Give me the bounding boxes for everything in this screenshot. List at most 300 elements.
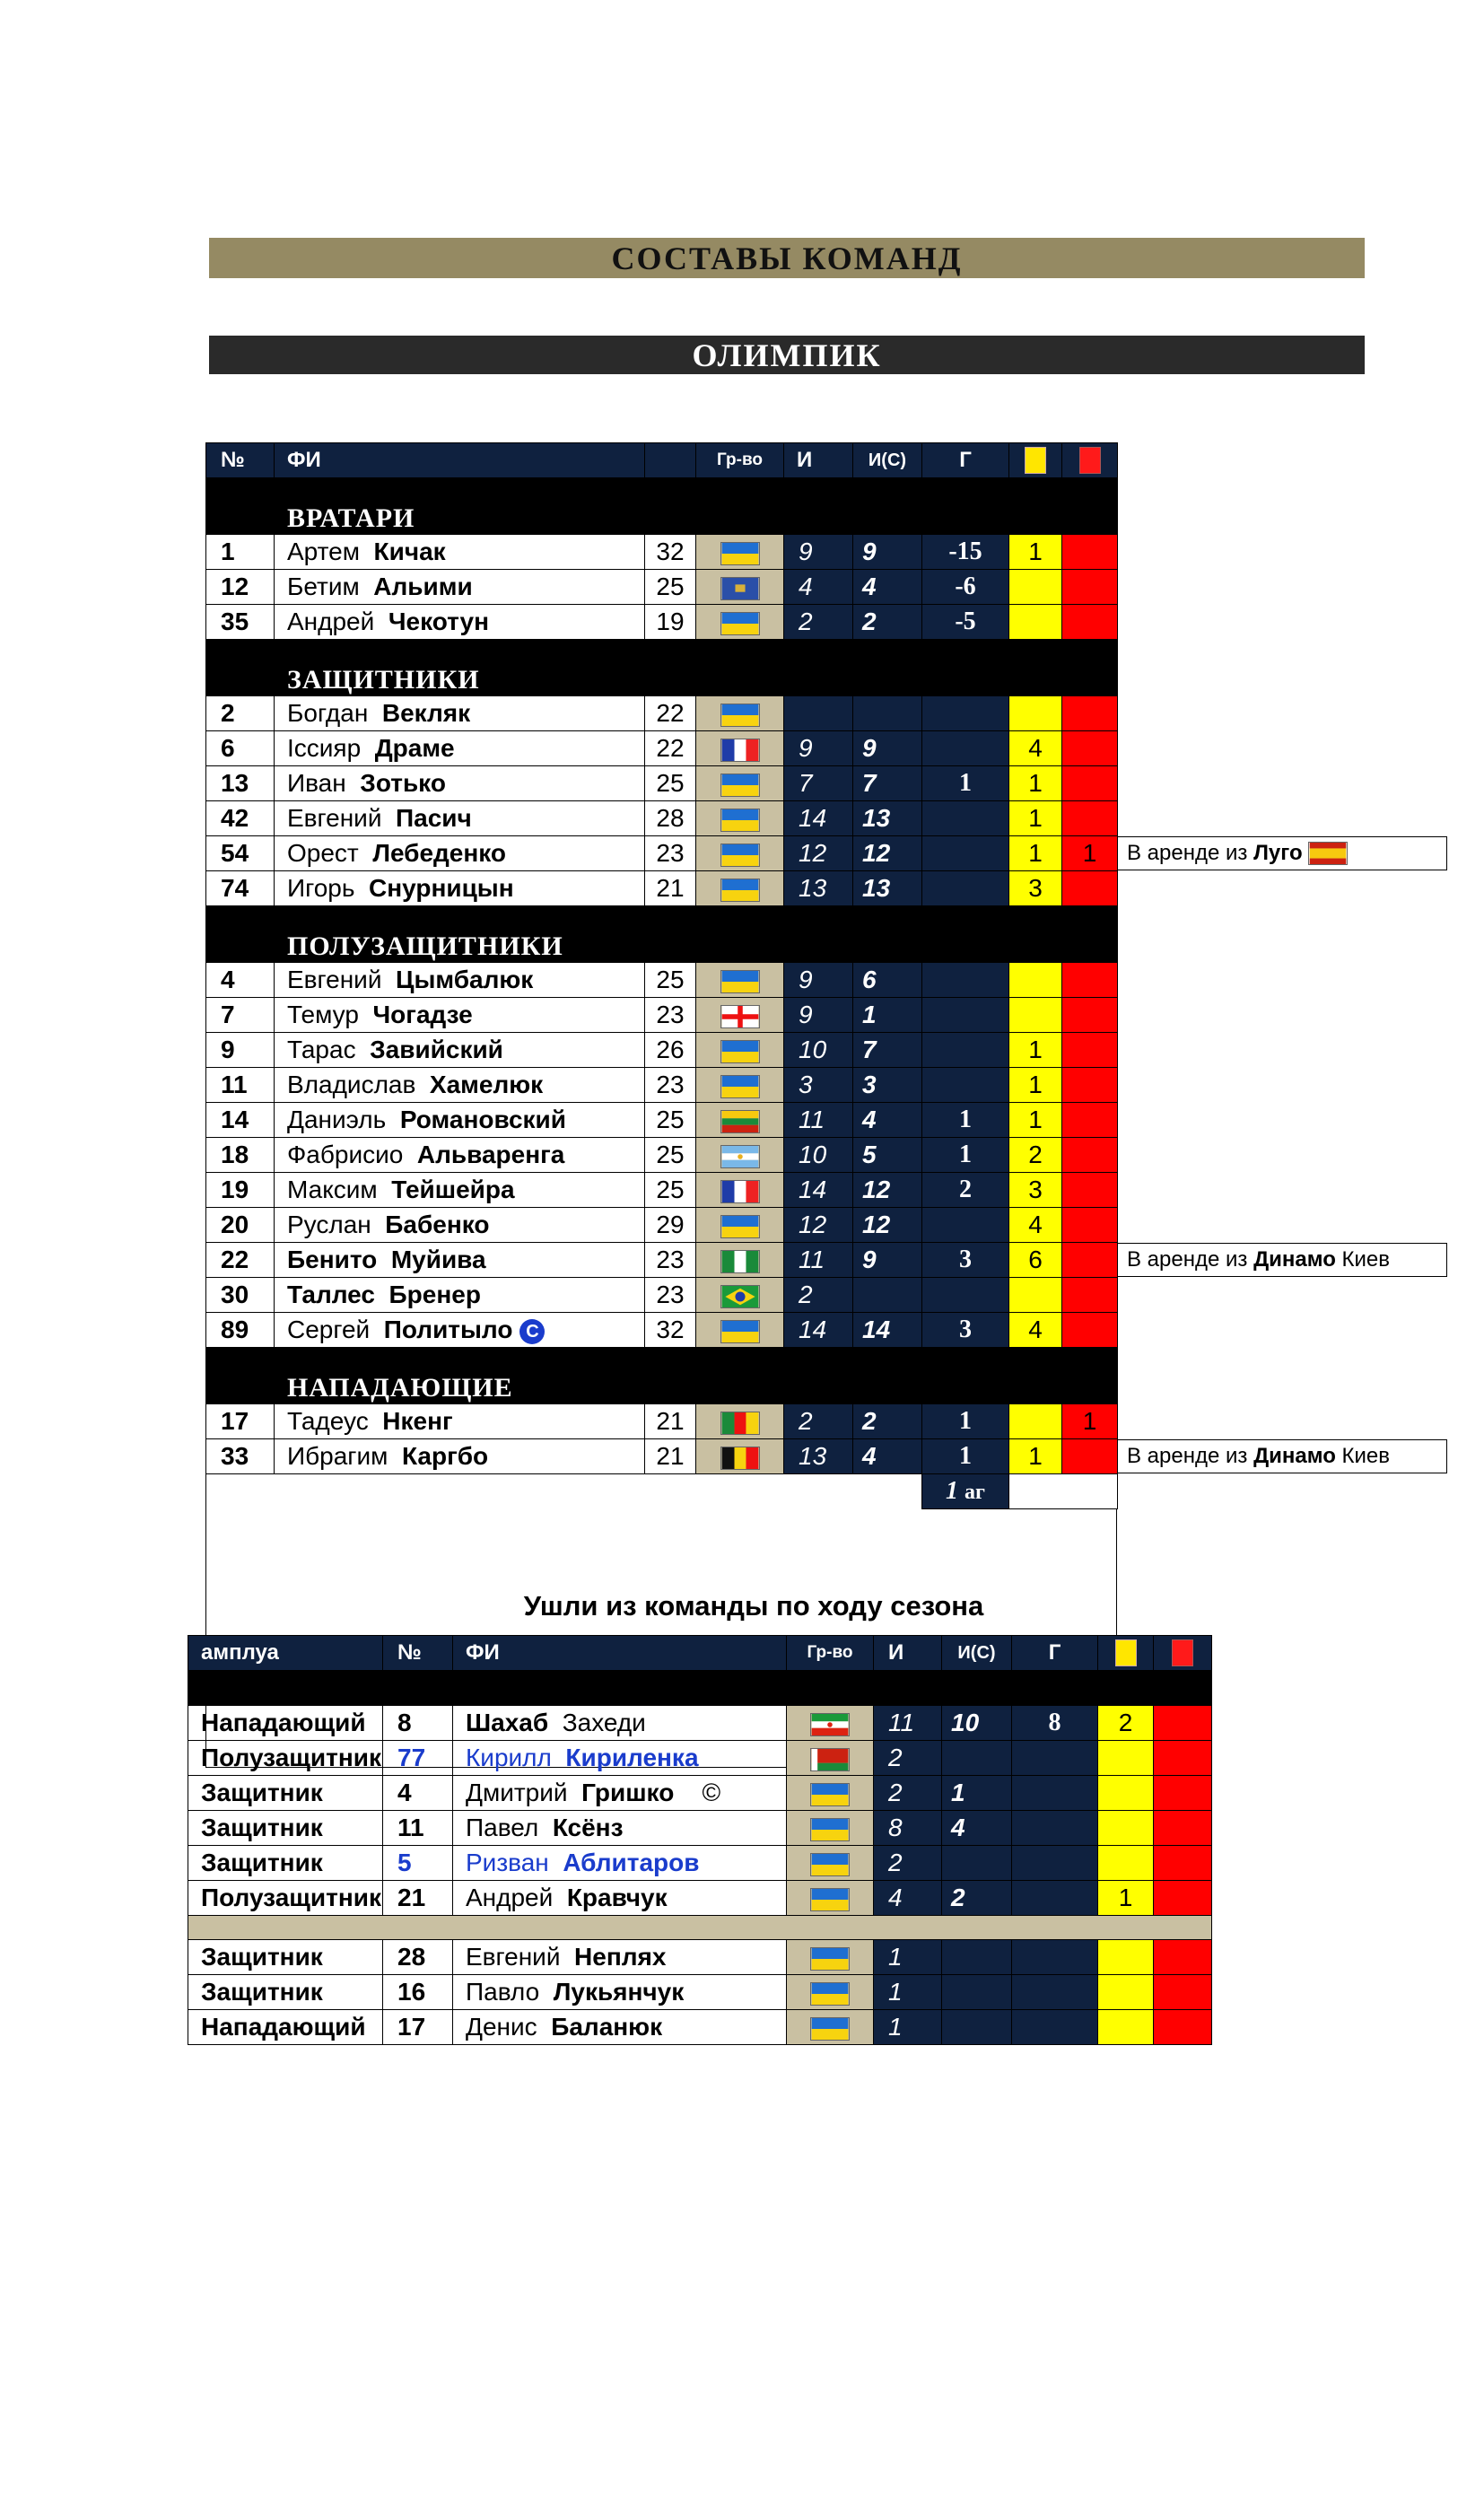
player-age: 26 [645,1033,696,1068]
games-played: 8 [874,1811,942,1846]
games-played: 2 [874,1741,942,1776]
yellow-card-icon [1115,1639,1137,1666]
yellow-cards: 3 [1009,1173,1062,1208]
games-played: 9 [784,731,853,766]
own-goal-label: аг [965,1481,985,1504]
player-country [696,963,784,998]
player-age: 19 [645,605,696,640]
section-cell [853,1348,922,1404]
col-goals-header: Г [1012,1636,1098,1671]
player-last-name: Нкенг [382,1407,453,1435]
ukraine-flag-icon [720,1040,760,1063]
yellow-cards: 1 [1009,836,1062,871]
yellow-cards: 1 [1009,1068,1062,1103]
player-name [453,1881,787,1916]
player-role: Защитник [188,1811,383,1846]
ukraine-flag-icon [810,1783,850,1806]
player-country [696,1033,784,1068]
section-cell [784,1348,853,1404]
player-last-name: Кириленка [565,1744,699,1771]
player-number: 9 [206,1033,275,1068]
games-started: 9 [853,1243,922,1278]
yellow-cards: 2 [1009,1138,1062,1173]
goals [922,1068,1009,1103]
player-row [206,1313,1118,1348]
goals [1012,1975,1098,2010]
player-country [696,1278,784,1313]
player-last-name: Векляк [381,699,471,727]
player-age: 25 [645,1103,696,1138]
red-cards [1062,1103,1118,1138]
player-last-name: Снурницын [369,874,514,902]
left-player-row [188,1741,1212,1776]
cameroon-flag-icon [720,1412,760,1435]
loan-club: Динамо [1253,1246,1336,1272]
red-cards [1062,998,1118,1033]
player-role: Нападающий [188,1706,383,1741]
section-cell [645,478,696,535]
player-name [275,1033,645,1068]
games-played: 11 [784,1243,853,1278]
section-cell [853,640,922,696]
red-cards [1154,1776,1212,1811]
section-cell [696,640,784,696]
games-started: 1 [942,1776,1012,1811]
left-player-row [188,2010,1212,2045]
loan-note-prefix: В аренде из [1127,1443,1254,1468]
player-number: 17 [383,2010,453,2045]
section-cell [1009,640,1062,696]
player-first-name: Евгений [466,1943,561,1971]
goals [922,731,1009,766]
player-number: 33 [206,1439,275,1474]
goals: 1 [922,1439,1009,1474]
red-cards [1062,535,1118,570]
yellow-cards [1098,1846,1154,1881]
col-games-start-header: И(С) [853,443,922,478]
games-started: 4 [853,1103,922,1138]
yellow-cards [1009,570,1062,605]
player-row [206,570,1118,605]
games-played: 14 [784,801,853,836]
red-cards [1154,1881,1212,1916]
section-cell [853,906,922,963]
red-cards [1062,731,1118,766]
player-last-name: Муйива [390,1246,486,1273]
col-country-header: Гр-во [787,1636,874,1671]
player-row [206,1173,1118,1208]
col-games-header: И [784,443,853,478]
games-started: 12 [853,1173,922,1208]
player-last-name: Гришко [581,1779,675,1806]
games-played: 7 [784,766,853,801]
section-cell [784,478,853,535]
player-country [787,1706,874,1741]
player-first-name: Евгений [287,966,382,993]
brazil-flag-icon [720,1285,760,1308]
yellow-cards [1009,998,1062,1033]
goals: 1 [922,766,1009,801]
player-role: Защитник [188,1846,383,1881]
left-player-row [188,1940,1212,1975]
games-played: 3 [784,1068,853,1103]
red-cards [1154,1975,1212,2010]
left-player-row [188,1975,1212,2010]
games-played: 2 [874,1846,942,1881]
games-started: 1 [853,998,922,1033]
games-started [853,1278,922,1313]
own-goals [922,1474,1009,1509]
games-played: 4 [874,1881,942,1916]
player-country [696,1439,784,1474]
red-card-icon [1172,1639,1193,1666]
player-first-name: Иван [287,769,346,797]
player-number: 8 [383,1706,453,1741]
games-played: 4 [784,570,853,605]
team-name: ОЛИМПИК [692,337,882,373]
player-name [275,1103,645,1138]
player-last-name: Лебеденко [372,839,507,867]
belgium-flag-icon [720,1447,760,1470]
yellow-cards [1098,1776,1154,1811]
goals: -6 [922,570,1009,605]
player-country [696,605,784,640]
games-played: 12 [784,836,853,871]
player-name [275,1173,645,1208]
section-cell [922,478,1009,535]
section-row [206,478,1118,535]
player-number: 35 [206,605,275,640]
goals [1012,1846,1098,1881]
player-last-name: Бабенко [385,1211,490,1238]
goals [922,1033,1009,1068]
left-table-header [188,1636,1212,1671]
games-played: 2 [874,1776,942,1811]
player-row [206,1278,1118,1313]
games-played: 1 [874,1940,942,1975]
section-cell [922,640,1009,696]
player-first-name: Максим [287,1176,378,1203]
player-role: Полузащитник [188,1881,383,1916]
games-started: 13 [853,871,922,906]
player-row [206,1033,1118,1068]
player-country [696,801,784,836]
section-cell [645,906,696,963]
section-title: НАПАДАЮЩИЕ [275,1348,645,1404]
player-first-name: Даниэль [287,1106,387,1133]
games-started: 7 [853,1033,922,1068]
col-name-header: ФИ [453,1636,787,1671]
col-games-header: И [874,1636,942,1671]
games-started: 10 [942,1706,1012,1741]
player-number: 11 [383,1811,453,1846]
player-number: 30 [206,1278,275,1313]
player-first-name: Игорь [287,874,355,902]
player-row [206,696,1118,731]
games-played: 9 [784,535,853,570]
ukraine-flag-icon [810,2017,850,2041]
section-cell [1009,1348,1062,1404]
ukraine-flag-icon [720,612,760,635]
games-started: 2 [853,605,922,640]
games-started: 9 [853,731,922,766]
red-cards [1154,1741,1212,1776]
goals [1012,1881,1098,1916]
player-number: 22 [206,1243,275,1278]
player-first-name: Павло [466,1978,540,2006]
player-number: 4 [206,963,275,998]
games-started: 12 [853,1208,922,1243]
player-row [206,605,1118,640]
section-title: ВРАТАРИ [275,478,645,535]
section-cell [1009,906,1062,963]
player-row [206,1068,1118,1103]
goals: 1 [922,1404,1009,1439]
player-last-name: Ксёнз [552,1814,624,1841]
player-country [696,1103,784,1138]
player-number: 11 [206,1068,275,1103]
games-started: 9 [853,535,922,570]
player-age: 23 [645,1278,696,1313]
loan-note-suffix: Киев [1335,1443,1391,1468]
player-row [206,1138,1118,1173]
ukraine-flag-icon [720,1215,760,1238]
team-banner [209,336,1365,374]
left-players-title: Ушли из команды по ходу сезона [523,1590,984,1622]
goals [1012,1940,1098,1975]
ukraine-flag-icon [720,704,760,727]
player-number: 6 [206,731,275,766]
georgia-flag-icon [720,1005,760,1028]
player-number: 42 [206,801,275,836]
col-games-start-header: И(С) [942,1636,1012,1671]
player-country [787,1881,874,1916]
player-row [206,836,1118,871]
red-cards [1154,1811,1212,1846]
yellow-cards: 1 [1098,1881,1154,1916]
col-num-header: № [206,443,275,478]
player-country [787,1741,874,1776]
section-cell [922,1348,1009,1404]
games-played: 12 [784,1208,853,1243]
player-name [275,1208,645,1243]
player-number: 12 [206,570,275,605]
red-cards [1062,1138,1118,1173]
player-first-name: Таллес [287,1281,375,1308]
player-country [696,836,784,871]
section-cell [1062,1348,1118,1404]
loan-note [1117,836,1447,870]
yellow-cards: 1 [1009,801,1062,836]
lithuania-flag-icon [720,1110,760,1133]
yellow-cards: 4 [1009,1313,1062,1348]
games-started [942,1975,1012,2010]
player-country [787,1776,874,1811]
player-age: 21 [645,1404,696,1439]
ukraine-flag-icon [720,879,760,902]
goals: 3 [922,1313,1009,1348]
section-title: ПОЛУЗАЩИТНИКИ [275,906,645,963]
section-cell [853,478,922,535]
ukraine-flag-icon [720,844,760,867]
goals [922,836,1009,871]
player-number: 74 [206,871,275,906]
player-last-name: Альими [373,573,473,600]
player-age: 21 [645,871,696,906]
section-cell [645,640,696,696]
player-row [206,1208,1118,1243]
ukraine-flag-icon [720,809,760,832]
ukraine-flag-icon [810,1853,850,1876]
red-cards [1154,1940,1212,1975]
yellow-cards: 6 [1009,1243,1062,1278]
goals: -5 [922,605,1009,640]
spacer [188,1671,1212,1706]
player-number: 5 [383,1846,453,1881]
player-number: 4 [383,1776,453,1811]
totals-spacer [206,1474,922,1509]
player-age: 23 [645,836,696,871]
section-cell [696,1348,784,1404]
yellow-cards: 4 [1009,1208,1062,1243]
player-first-name: Андрей [287,608,375,635]
player-row [206,1404,1118,1439]
yellow-cards: 1 [1009,535,1062,570]
section-cell [1009,478,1062,535]
player-number: 14 [206,1103,275,1138]
player-number: 20 [206,1208,275,1243]
section-cell [922,906,1009,963]
games-played: 1 [874,1975,942,2010]
yellow-cards: 1 [1009,1033,1062,1068]
loan-note [1117,1439,1447,1473]
player-last-name: Каргбо [401,1442,489,1470]
player-country [696,1173,784,1208]
player-last-name: Бренер [388,1281,481,1308]
player-row [206,1103,1118,1138]
red-cards [1062,1173,1118,1208]
goals [1012,1741,1098,1776]
player-row [206,998,1118,1033]
games-started: 4 [942,1811,1012,1846]
player-number: 1 [206,535,275,570]
red-cards [1154,1706,1212,1741]
ukraine-flag-icon [810,1947,850,1971]
section-spacer [206,1348,275,1404]
games-played: 13 [784,871,853,906]
player-number: 54 [206,836,275,871]
player-role: Нападающий [188,2010,383,2045]
games-started: 6 [853,963,922,998]
player-last-name: Хамелюк [429,1071,544,1098]
player-first-name: Сергей [287,1316,371,1343]
player-name [453,2010,787,2045]
player-country [787,2010,874,2045]
goals [922,871,1009,906]
player-name [275,1243,645,1278]
player-name [453,1940,787,1975]
player-role: Защитник [188,1776,383,1811]
games-played [784,696,853,731]
player-first-name: Тарас [287,1036,356,1063]
player-name [275,535,645,570]
left-players-table [188,1635,1212,2045]
red-cards [1062,1243,1118,1278]
ukraine-flag-icon [810,1818,850,1841]
red-cards [1062,1439,1118,1474]
player-first-name: Андрей [466,1884,554,1911]
player-first-name: Ибрагим [287,1442,388,1470]
red-card-icon [1079,447,1101,474]
section-spacer [206,906,275,963]
player-last-name: Драме [374,734,455,762]
player-country [696,731,784,766]
yellow-cards: 1 [1009,1439,1062,1474]
player-role: Защитник [188,1940,383,1975]
ukraine-flag-icon [720,542,760,565]
player-last-name: Лукьянчук [553,1978,685,2006]
player-name [453,1975,787,2010]
games-started: 7 [853,766,922,801]
france-flag-icon [720,739,760,762]
goals: 2 [922,1173,1009,1208]
yellow-cards [1009,696,1062,731]
player-number: 89 [206,1313,275,1348]
spain-flag-icon [1308,842,1348,865]
col-goals-header: Г [922,443,1009,478]
player-country [696,871,784,906]
col-red-header [1154,1636,1212,1671]
yellow-cards: 2 [1098,1706,1154,1741]
red-cards [1062,871,1118,906]
section-cell [1062,640,1118,696]
games-played: 14 [784,1173,853,1208]
games-played: 11 [784,1103,853,1138]
player-first-name: Артем [287,538,360,565]
goals [922,696,1009,731]
games-started [942,2010,1012,2045]
col-red-header [1062,443,1118,478]
games-played: 2 [784,605,853,640]
yellow-cards [1009,605,1062,640]
player-first-name: Іссияр [287,734,362,762]
captain-mark: © [702,1779,721,1806]
goals: 1 [922,1103,1009,1138]
player-age: 22 [645,696,696,731]
red-cards [1062,801,1118,836]
player-row [206,1439,1118,1474]
captain-icon: C [519,1319,545,1344]
loan-club: Динамо [1253,1443,1336,1468]
yellow-cards [1009,1278,1062,1313]
player-row [206,535,1118,570]
player-name [275,998,645,1033]
red-cards [1062,1208,1118,1243]
player-last-name: Тейшейра [391,1176,515,1203]
player-country [696,570,784,605]
loan-note [1117,1243,1447,1277]
player-row [206,801,1118,836]
yellow-cards [1098,1940,1154,1975]
yellow-cards: 1 [1009,1103,1062,1138]
player-age: 23 [645,998,696,1033]
player-age: 25 [645,570,696,605]
left-player-row [188,1881,1212,1916]
iran-flag-icon [810,1713,850,1736]
red-cards [1062,766,1118,801]
player-last-name: Пасич [396,804,472,832]
goals [1012,1776,1098,1811]
